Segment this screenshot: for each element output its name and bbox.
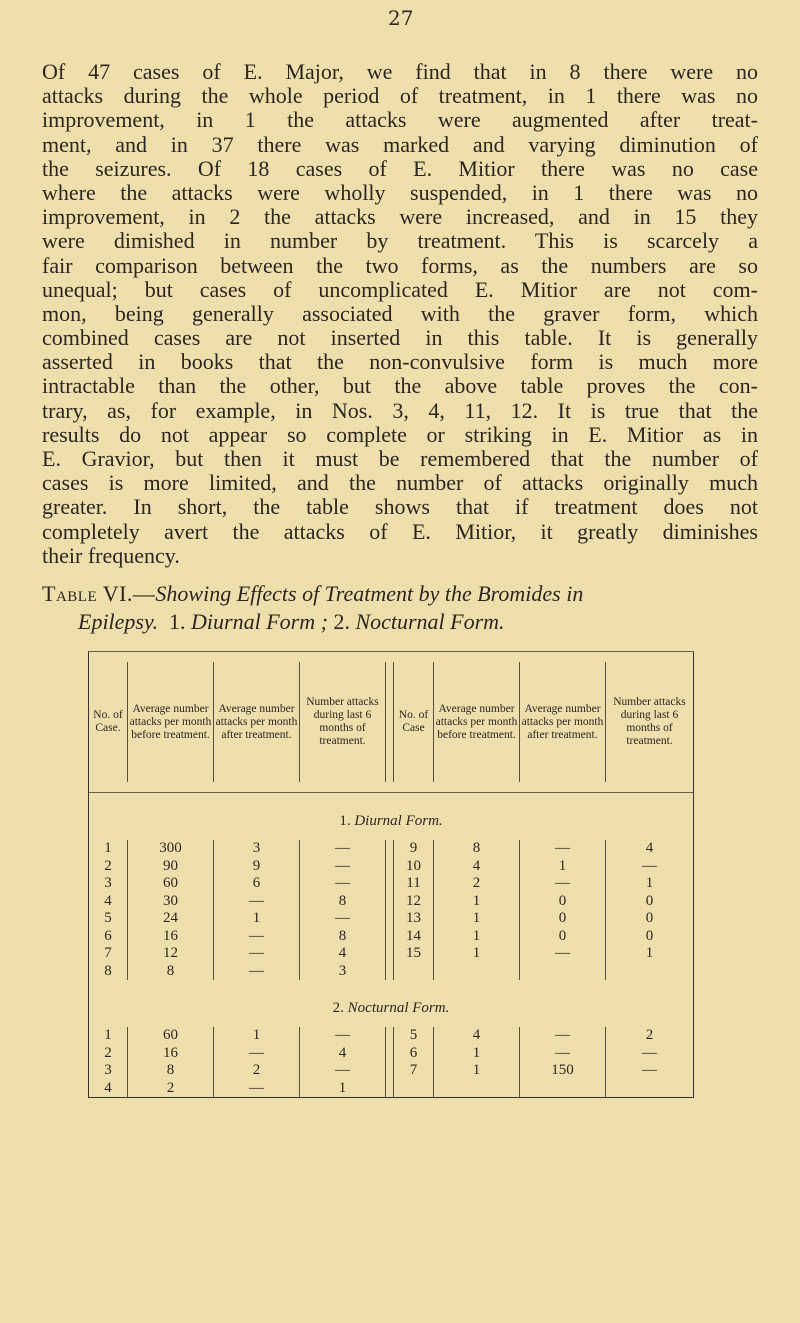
table-cell: 1 bbox=[520, 858, 606, 876]
table-cell: 1 bbox=[434, 928, 520, 946]
caption-title: Showing Effects of Treatment by the Bromides in bbox=[155, 581, 584, 606]
table-cell bbox=[434, 1080, 520, 1098]
header-avg-after-2: Average number attacks per month after treatment. bbox=[520, 662, 606, 782]
paragraph-line: intractable than the other, but the above table proves the con- bbox=[42, 373, 758, 399]
column-gap bbox=[386, 840, 394, 858]
table-cell: 12 bbox=[128, 945, 214, 963]
table-row bbox=[89, 1045, 693, 1063]
paragraph-line: their frequency. bbox=[42, 542, 180, 568]
caption-form-1: Diurnal Form ; bbox=[191, 609, 328, 634]
table-cell: — bbox=[520, 1045, 606, 1063]
table-cell: 16 bbox=[128, 1045, 214, 1063]
paragraph-line: attacks during the whole period of treatment, in 1 there was no bbox=[42, 83, 758, 109]
table-row bbox=[89, 928, 693, 946]
column-gap bbox=[386, 875, 394, 893]
table-row bbox=[89, 840, 693, 858]
table-row bbox=[89, 893, 693, 911]
table-cell: — bbox=[642, 1062, 657, 1078]
table-cell: 1 bbox=[214, 910, 300, 928]
table-cell: 5 bbox=[89, 910, 128, 928]
table-cell: 6 bbox=[394, 1045, 434, 1063]
paragraph-line: unequal; but cases of uncomplicated E. Mitior are not com- bbox=[42, 276, 758, 302]
table-cell: 2 bbox=[89, 858, 128, 876]
header-case-no-2: No. of Case bbox=[394, 662, 434, 782]
table-cell: 2 bbox=[214, 1062, 300, 1080]
table-row bbox=[89, 858, 693, 876]
table-cell: 8 bbox=[128, 1062, 214, 1080]
table-cell: 8 bbox=[434, 840, 520, 858]
table-cell: 2 bbox=[89, 1045, 128, 1063]
table-cell bbox=[520, 1080, 606, 1098]
table-cell: 1 bbox=[434, 1062, 520, 1080]
table-row bbox=[89, 875, 693, 893]
table-cell: 3 bbox=[89, 1062, 128, 1080]
table-row bbox=[89, 1062, 693, 1080]
table-cell: 6 bbox=[214, 875, 300, 893]
table-cell: — bbox=[520, 1027, 606, 1045]
paragraph-line: combined cases are not inserted in this table. It is generally bbox=[42, 325, 758, 351]
table-cell: 6 bbox=[89, 928, 128, 946]
table-cell: 10 bbox=[394, 858, 434, 876]
table-cell: — bbox=[214, 1045, 300, 1063]
paragraph-line: fair comparison between the two forms, as the numbers are so bbox=[42, 252, 758, 278]
paragraph-line: improvement, in 1 the attacks were augmented after treat- bbox=[42, 107, 758, 133]
column-gap bbox=[386, 858, 394, 876]
table-cell: — bbox=[520, 875, 606, 893]
table-cell: — bbox=[520, 840, 606, 858]
header-last-6-months-2: Number attacks during last 6 months of treatment. bbox=[613, 696, 686, 747]
table-cell: 150 bbox=[520, 1062, 606, 1080]
table-cell: 30 bbox=[128, 893, 214, 911]
table-cell: — bbox=[214, 928, 300, 946]
caption-label: Table VI.— bbox=[42, 581, 156, 606]
table-cell: 7 bbox=[394, 1062, 434, 1080]
table-cell: 8 bbox=[128, 963, 214, 981]
paragraph-line: trary, as, for example, in Nos. 3, 4, 11, 12. It is true that the bbox=[42, 397, 758, 423]
section-number: 1. bbox=[339, 813, 351, 829]
table-cell: 0 bbox=[520, 910, 606, 928]
table-cell: 1 bbox=[89, 840, 128, 858]
table-cell: 8 bbox=[300, 928, 386, 946]
table-row bbox=[89, 945, 693, 963]
table-cell: 4 bbox=[645, 840, 654, 856]
table-cell: 1 bbox=[645, 875, 654, 891]
section-title: Diurnal Form. bbox=[354, 813, 443, 829]
table-cell: 1 bbox=[300, 1080, 386, 1098]
header-avg-after: Average number attacks per month after treatment. bbox=[214, 662, 300, 782]
table-cell: — bbox=[214, 1080, 300, 1098]
table-cell: 3 bbox=[300, 963, 386, 981]
table-cell: 2 bbox=[434, 875, 520, 893]
table-row bbox=[89, 1080, 693, 1098]
table-cell: 0 bbox=[645, 927, 654, 944]
table-cell: 13 bbox=[394, 910, 434, 928]
table-cell: 11 bbox=[394, 875, 434, 893]
caption-form-2: Nocturnal Form. bbox=[355, 609, 505, 634]
table-cell bbox=[606, 963, 693, 981]
table-cell: 2 bbox=[645, 1027, 654, 1043]
table-cell: 9 bbox=[214, 858, 300, 876]
paragraph-line: ment, and in 37 there was marked and varying diminution of bbox=[42, 131, 758, 157]
table-cell: 8 bbox=[89, 963, 128, 981]
table-cell: — bbox=[520, 945, 606, 963]
paragraph-line: the seizures. Of 18 cases of E. Mitior there was no case bbox=[42, 155, 758, 181]
caption-num-2: 2. bbox=[333, 609, 350, 634]
column-gap bbox=[386, 1080, 394, 1098]
table-cell: 4 bbox=[300, 945, 386, 963]
caption-title-cont: Epilepsy. bbox=[78, 609, 159, 634]
table-cell: 1 bbox=[434, 1045, 520, 1063]
table-cell: — bbox=[300, 1062, 386, 1080]
table-cell: — bbox=[214, 963, 300, 981]
table-header-row bbox=[89, 652, 693, 793]
header-case-no: No. of Case. bbox=[89, 662, 128, 782]
table-cell: 60 bbox=[128, 875, 214, 893]
section-heading bbox=[89, 793, 693, 840]
section-number: 2. bbox=[332, 1000, 344, 1016]
table-cell: — bbox=[300, 858, 386, 876]
table-cell: 24 bbox=[128, 910, 214, 928]
table-cell: 3 bbox=[214, 840, 300, 858]
caption-num-1: 1. bbox=[169, 609, 186, 634]
body-paragraph bbox=[42, 60, 758, 568]
header-last-6-months: Number attacks during last 6 months of treatment. bbox=[300, 662, 386, 782]
table-cell: 300 bbox=[128, 840, 214, 858]
table-cell: 14 bbox=[394, 928, 434, 946]
paragraph-line: cases is more limited, and the number of attacks originally much bbox=[42, 470, 758, 496]
paragraph-line: improvement, in 2 the attacks were increased, and in 15 they bbox=[42, 204, 758, 230]
table-row bbox=[89, 1027, 693, 1045]
table-cell: 8 bbox=[300, 893, 386, 911]
section-title: Nocturnal Form. bbox=[347, 1000, 450, 1016]
table-cell: — bbox=[300, 840, 386, 858]
table-cell: 0 bbox=[520, 893, 606, 911]
table-cell: 1 bbox=[434, 945, 520, 963]
column-gap bbox=[386, 963, 394, 981]
table-cell: — bbox=[300, 910, 386, 928]
header-avg-before: Average number attacks per month before treatment. bbox=[128, 662, 214, 782]
paragraph-line: Of 47 cases of E. Major, we find that in 8 there were no bbox=[42, 59, 758, 84]
paragraph-line: where the attacks were wholly suspended, in 1 there was no bbox=[42, 179, 758, 205]
table-cell: 16 bbox=[128, 928, 214, 946]
table-cell bbox=[394, 1080, 434, 1098]
column-gap bbox=[386, 662, 394, 782]
column-gap bbox=[386, 945, 394, 963]
table-cell: 2 bbox=[128, 1080, 214, 1098]
table-cell: 4 bbox=[89, 893, 128, 911]
paragraph-line: greater. In short, the table shows that if treatment does not bbox=[42, 494, 758, 520]
table-row bbox=[89, 963, 693, 981]
table-cell: 1 bbox=[645, 945, 654, 961]
table-cell: 4 bbox=[89, 1080, 128, 1098]
table-cell bbox=[434, 963, 520, 981]
column-gap bbox=[386, 928, 394, 946]
table-cell: 1 bbox=[214, 1027, 300, 1045]
table-cell: 1 bbox=[434, 910, 520, 928]
table-body bbox=[89, 793, 693, 1098]
paragraph-line: E. Gravior, but then it must be remembered that the number of bbox=[42, 446, 758, 471]
table-cell: — bbox=[214, 893, 300, 911]
column-gap bbox=[386, 910, 394, 928]
table-caption bbox=[42, 580, 758, 636]
table-cell: — bbox=[642, 857, 657, 874]
table-cell: 12 bbox=[394, 893, 434, 911]
table-cell: 60 bbox=[128, 1027, 214, 1045]
table-cell: 15 bbox=[394, 945, 434, 963]
table-cell: 7 bbox=[89, 945, 128, 963]
paragraph-line: mon, being generally associated with the graver form, which bbox=[42, 300, 758, 326]
paragraph-line: were dimished in number by treatment. This is scarcely a bbox=[42, 228, 758, 254]
table-cell: 5 bbox=[394, 1027, 434, 1045]
table-cell: — bbox=[300, 1027, 386, 1045]
page-number: 27 bbox=[388, 6, 414, 30]
table-cell: — bbox=[642, 1044, 657, 1061]
table-cell: 90 bbox=[128, 858, 214, 876]
column-gap bbox=[386, 1027, 394, 1045]
table-cell: 4 bbox=[434, 1027, 520, 1045]
table-cell bbox=[394, 963, 434, 981]
table-cell: 0 bbox=[645, 892, 654, 909]
header-avg-before-2: Average number attacks per month before treatment. bbox=[434, 662, 520, 782]
column-gap bbox=[386, 1062, 394, 1080]
table-row bbox=[89, 910, 693, 928]
table-cell: — bbox=[300, 875, 386, 893]
table-cell bbox=[606, 1080, 693, 1098]
bromide-effects-table bbox=[88, 651, 694, 1098]
table-cell: 3 bbox=[89, 875, 128, 893]
paragraph-line: results do not appear so complete or striking in E. Mitior as in bbox=[42, 421, 758, 447]
table-cell bbox=[520, 963, 606, 981]
table-cell: 0 bbox=[645, 910, 654, 926]
column-gap bbox=[386, 1045, 394, 1063]
table-cell: 4 bbox=[300, 1045, 386, 1063]
table-cell: 9 bbox=[394, 840, 434, 858]
column-gap bbox=[386, 893, 394, 911]
section-heading bbox=[89, 980, 693, 1027]
table-cell: 0 bbox=[520, 928, 606, 946]
paragraph-line: asserted in books that the non-convulsive form is much more bbox=[42, 349, 758, 375]
table-cell: 4 bbox=[434, 858, 520, 876]
table-cell: 1 bbox=[89, 1027, 128, 1045]
table-cell: 1 bbox=[434, 893, 520, 911]
paragraph-line: completely avert the attacks of E. Mitior, it greatly diminishes bbox=[42, 518, 758, 544]
table-cell: — bbox=[214, 945, 300, 963]
